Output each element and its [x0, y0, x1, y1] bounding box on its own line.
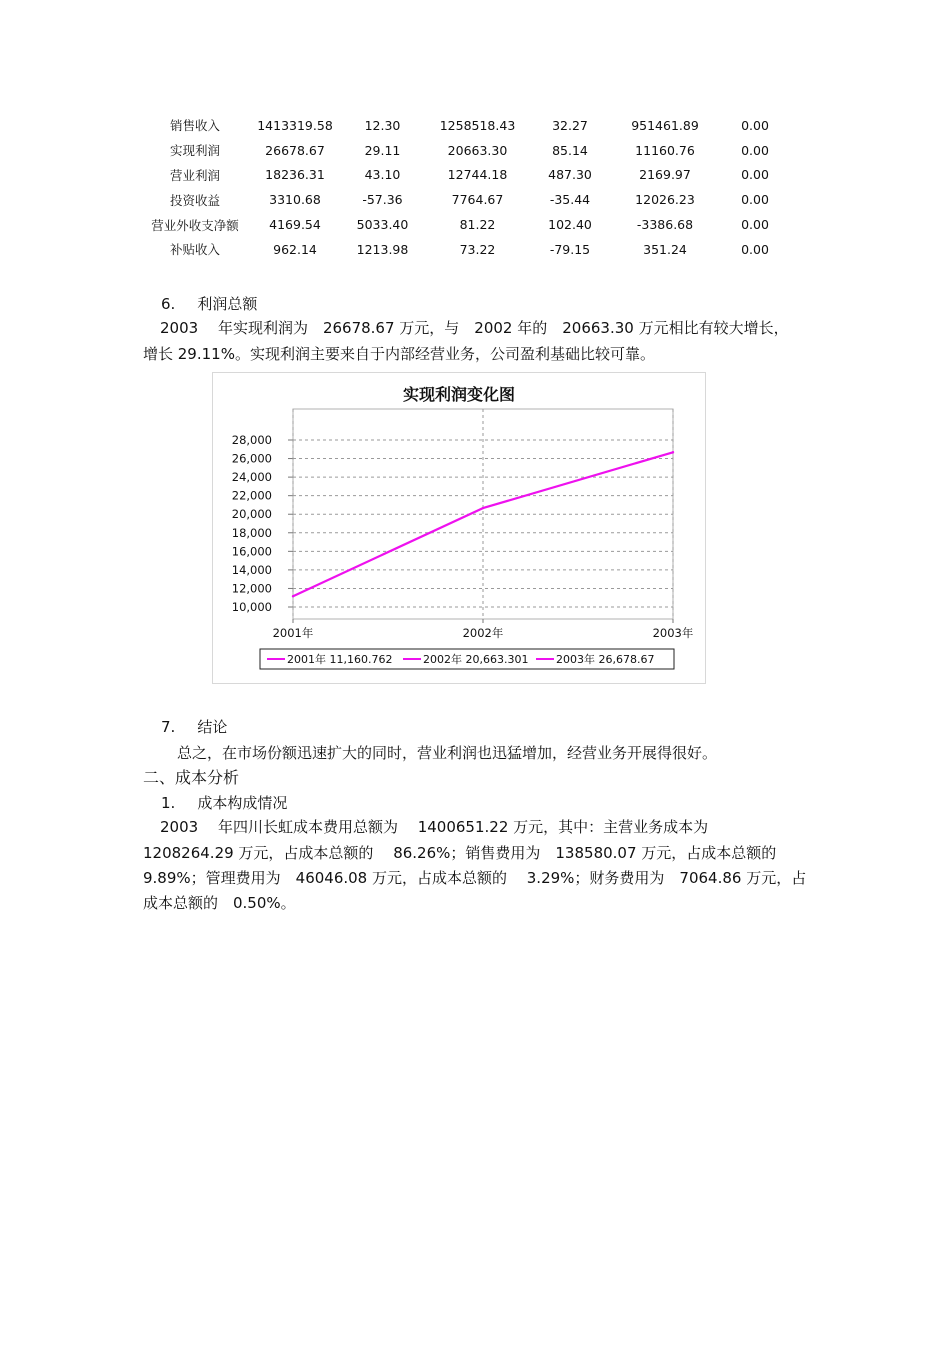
table-cell: -35.44	[549, 192, 591, 208]
table-cell: 962.14	[273, 241, 317, 257]
table-cell: 102.40	[548, 217, 592, 233]
table-cell: 3310.68	[269, 192, 321, 208]
table-cell: 4169.54	[269, 217, 321, 233]
y-tick-label: 18,000	[231, 525, 272, 540]
table-cell: -79.15	[549, 241, 591, 257]
row-label: 投资收益	[169, 192, 220, 208]
section6-line1: 2003 年实现利润为 26678.67 万元，与 2002 年的 20663.30 万元相比有较大增长，	[160, 319, 789, 337]
y-tick-label: 24,000	[231, 470, 272, 485]
table-cell: 1258518.43	[439, 117, 516, 133]
y-tick-label: 22,000	[231, 488, 272, 503]
table-cell: 26678.67	[265, 142, 325, 158]
table-cell: 11160.76	[635, 142, 695, 158]
legend-item-label: 2002年 20,663.301	[423, 653, 529, 666]
table-cell: 12.30	[364, 117, 401, 133]
section6-number: 6.	[161, 295, 176, 313]
legend-item-label: 2003年 26,678.67	[556, 653, 655, 666]
section6-title: 利润总额	[197, 295, 258, 313]
table-cell: 0.00	[741, 142, 769, 158]
table-cell: 0.00	[741, 117, 769, 133]
table-cell: -3386.68	[636, 217, 694, 233]
table-cell: 81.22	[459, 217, 496, 233]
x-tick-label: 2002年	[462, 626, 504, 640]
row-label: 实现利润	[169, 143, 220, 159]
section7-heading	[143, 717, 227, 737]
table-cell: 29.11	[364, 142, 401, 158]
table-row	[140, 187, 790, 212]
y-tick-label: 10,000	[231, 600, 272, 614]
part2-line2: 1208264.29 万元，占成本总额的 86.26%；销售费用为 138580.07 万元，占成本总额的	[143, 844, 777, 862]
part2-line3: 9.89%；管理费用为 46046.08 万元，占成本总额的 3.29%；财务费用为 7064.86 万元，占	[143, 869, 807, 887]
part2-sub-title: 成本构成情况	[197, 794, 288, 812]
legend-item-label: 2001年 11,160.762	[287, 653, 393, 666]
table-cell: 85.14	[552, 142, 588, 158]
row-label: 补贴收入	[169, 242, 220, 258]
table-cell: -57.36	[362, 192, 403, 208]
section7-title: 结论	[197, 718, 228, 736]
table-cell: 487.30	[548, 167, 592, 183]
table-cell: 12026.23	[635, 192, 695, 208]
row-label: 销售收入	[169, 118, 220, 134]
series-point	[292, 595, 294, 597]
table-row	[140, 237, 790, 262]
chart-title: 实现利润变化图	[402, 385, 516, 404]
x-tick-label: 2003年	[652, 626, 694, 640]
data-table	[140, 113, 790, 262]
x-tick-label: 2001年	[272, 626, 314, 640]
section6-heading	[143, 294, 257, 314]
y-tick-label: 28,000	[231, 433, 272, 447]
part2-heading: 二、成本分析	[143, 768, 240, 787]
y-tick-label: 16,000	[231, 544, 272, 559]
table-cell: 20663.30	[447, 142, 508, 158]
series-point	[672, 451, 674, 453]
section7-number: 7.	[161, 718, 176, 736]
table-cell: 1413319.58	[257, 117, 333, 133]
section6-line2: 增长 29.11%。实现利润主要来自于内部经营业务，公司盈利基础比较可靠。	[143, 345, 655, 363]
part2-line4: 成本总额的 0.50%。	[143, 894, 296, 912]
table-cell: 73.22	[459, 241, 496, 257]
table-cell: 2169.97	[639, 167, 691, 183]
table-row	[140, 138, 790, 163]
table-cell: 5033.40	[356, 217, 409, 233]
table-cell: 7764.67	[451, 192, 504, 208]
profit-chart	[212, 372, 706, 684]
y-tick-label: 12,000	[231, 581, 272, 596]
table-cell: 1213.98	[356, 241, 409, 257]
table-cell: 0.00	[741, 192, 769, 208]
part2-sub-number: 1.	[161, 794, 176, 812]
row-label: 营业外收支净额	[151, 217, 239, 233]
table-cell: 32.27	[552, 117, 588, 133]
section7-text: 总之，在市场份额迅速扩大的同时，营业利润也迅猛增加，经营业务开展得很好。	[177, 744, 718, 762]
table-cell: 12744.18	[447, 167, 508, 183]
series-point	[482, 507, 484, 509]
table-row	[140, 163, 790, 188]
table-cell: 951461.89	[631, 117, 699, 133]
table-cell: 351.24	[643, 241, 687, 257]
table-cell: 0.00	[741, 217, 769, 233]
table-cell: 0.00	[741, 167, 769, 183]
table-cell: 18236.31	[265, 167, 325, 183]
y-tick-label: 26,000	[231, 451, 272, 466]
table-cell: 43.10	[364, 167, 401, 183]
table-cell: 0.00	[741, 241, 769, 257]
y-tick-label: 14,000	[231, 562, 272, 577]
y-tick-label: 20,000	[231, 507, 272, 522]
table-row	[140, 113, 790, 138]
table-row	[140, 212, 790, 237]
profit-chart-svg	[213, 373, 705, 683]
row-label: 营业利润	[169, 167, 220, 183]
part2-line1: 2003 年四川长虹成本费用总额为 1400651.22 万元，其中：主营业务成本为	[160, 818, 709, 836]
part2-subheading	[143, 793, 287, 813]
